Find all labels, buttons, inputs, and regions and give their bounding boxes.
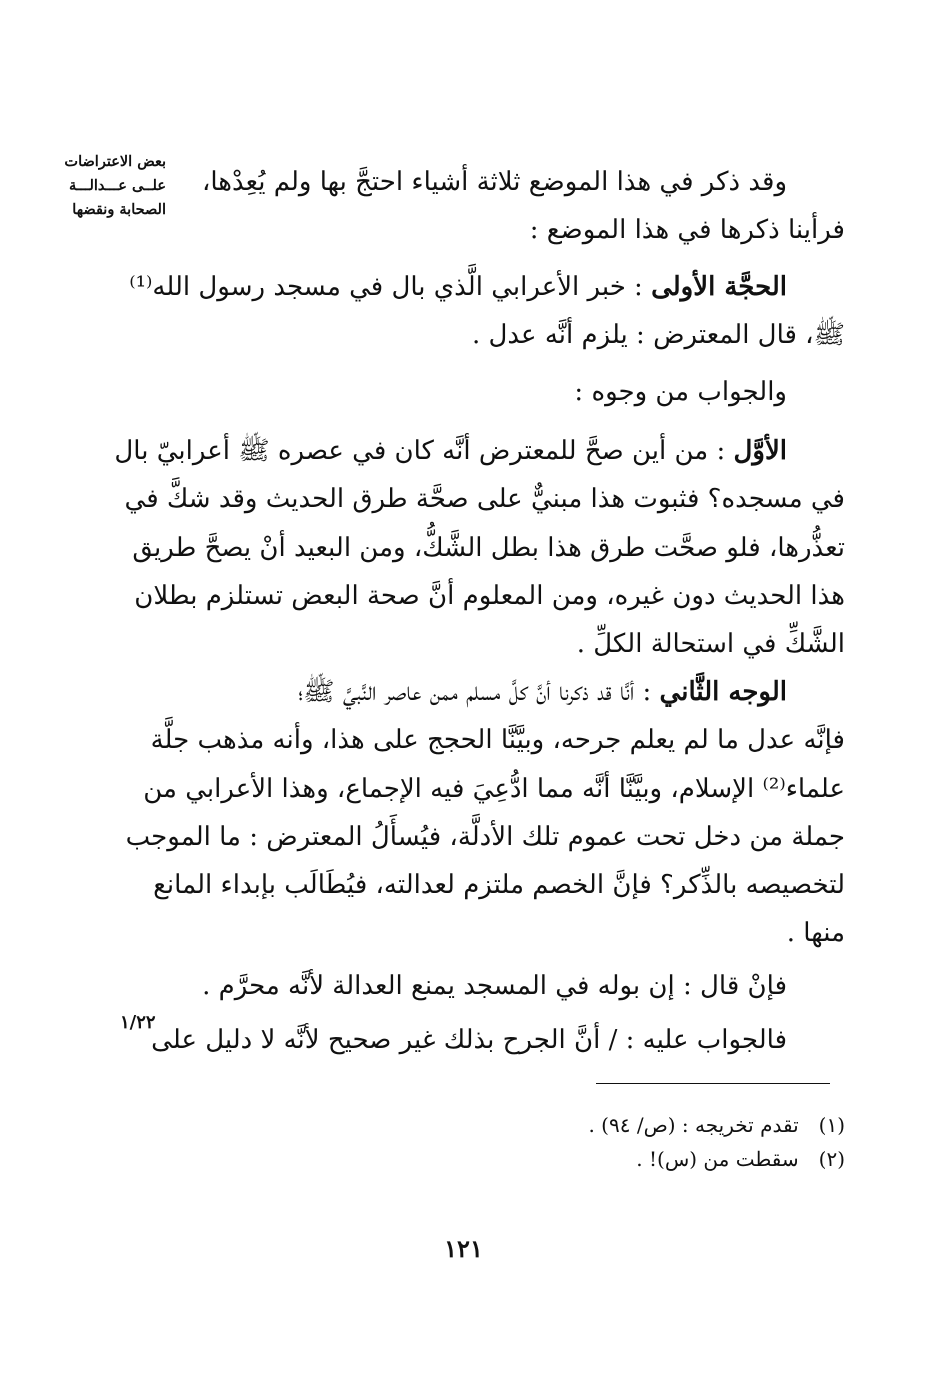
text-line: وقد ذكر في هذا الموضع ثلاثة أشياء احتجَّ بها ولم يُعِدْها، — [201, 167, 787, 197]
footnotes — [420, 1108, 845, 1176]
heading-lead: الوجه الثَّاني — [659, 677, 787, 707]
footnote — [420, 1108, 845, 1142]
footnote — [420, 1142, 845, 1176]
text-run: : خبر الأعرابي الَّذي بال في مسجد رسول الله⁽¹⁾ — [129, 272, 643, 302]
text-line: فالجواب عليه : / أنَّ الجرح بذلك غير صحيح لأنَّه لا دليل على — [151, 1025, 787, 1055]
text-line: علماء⁽²⁾ الإسلام، وبيَّنَّا أنَّه مما ادُّعِيَ فيه الإجماع، وهذا الأعرابي من — [143, 773, 845, 804]
text-line: في مسجده؟ فثبوت هذا مبنيٌّ على صحَّة طرق الحديث وقد شكَّ في — [124, 484, 845, 515]
paragraph-objection — [175, 962, 845, 1010]
paragraph-response — [151, 1016, 845, 1064]
footnote-text: تقدم تخريجه : (ص/ ٩٤) . — [588, 1113, 799, 1137]
manuscript-folio-reference: ١/٢٢ — [120, 1012, 156, 1033]
footnote-text: سقطت من (س)! . — [636, 1147, 799, 1171]
text-line: جملة من دخل تحت عموم تلك الأدلَّة، فيُسأَلُ المعترض : ما الموجب — [125, 821, 845, 852]
text-line: تعذُّرها، فلو صحَّت طرق هذا بطل الشَّكُّ، ومن البعيد أنْ يصحَّ طريق — [132, 532, 845, 563]
paragraph-intro — [175, 158, 845, 255]
text-line — [129, 263, 845, 311]
text-line: منها . — [786, 918, 845, 949]
paragraph-second-reply — [125, 668, 845, 958]
text-line: لتخصيصه بالذِّكر؟ فإنَّ الخصم ملتزم لعدالته، فيُطَالَب بإبداء المانع — [153, 870, 845, 901]
footnote-divider — [596, 1083, 830, 1084]
heading-lead: الأوَّل — [733, 436, 787, 466]
text-line: فرأينا ذكرها في هذا الموضع : — [529, 215, 845, 246]
paragraph-answer-intro — [175, 368, 845, 416]
text-run: : أنَّا قد ذكرنا أنَّ كلَّ مسلم ممن عاصر النَّبيَّ ﷺ؛ — [297, 677, 652, 707]
text-line — [114, 427, 845, 475]
marginal-note-line: الصحابة ونقضها — [72, 201, 166, 218]
text-run: : من أين صحَّ للمعترض أنَّه كان في عصره ﷺ أعرابيّ بال — [114, 436, 726, 466]
paragraph-first-reply — [114, 427, 845, 668]
text-line: فإنَّه عدل ما لم يعلم جرحه، وبيَّنَّا الحجج على هذا، وأنه مذهب جلَّة — [150, 725, 845, 756]
footnote-number: (٢) — [818, 1147, 845, 1171]
text-line: الشَّكِّ في استحالة الكلِّ . — [576, 629, 845, 660]
text-line: فإنْ قال : إن بوله في المسجد يمنع العدالة لأنَّه محرَّم . — [202, 971, 787, 1001]
page-number: ١٢١ — [444, 1234, 483, 1263]
text-line — [175, 668, 845, 716]
footnote-number: (١) — [818, 1113, 845, 1137]
text-line: والجواب من وجوه : — [574, 377, 787, 407]
marginal-note-line: بعض الاعتراضات — [64, 153, 166, 170]
marginal-note-line: علــى عـــدالـــة — [68, 177, 166, 194]
heading-lead: الحجَّة الأولى — [651, 272, 787, 302]
paragraph-first-argument — [129, 263, 845, 360]
marginal-topic-note — [18, 150, 166, 222]
text-line: ﷺ، قال المعترض : يلزم أنَّه عدل . — [471, 320, 845, 351]
text-line: هذا الحديث دون غيره، ومن المعلوم أنَّ صحة البعض تستلزم بطلان — [134, 580, 845, 611]
